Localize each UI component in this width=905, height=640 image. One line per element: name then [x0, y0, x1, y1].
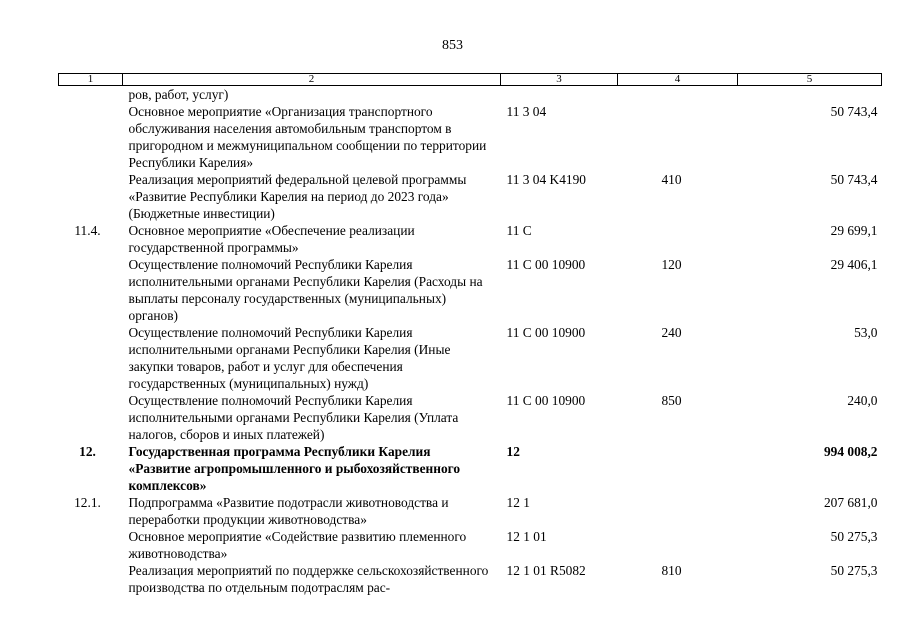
column-header-3: 3 [501, 74, 618, 86]
row-sum [738, 86, 882, 104]
row-number [59, 171, 123, 222]
row-name: ров, работ, услуг) [128, 87, 229, 102]
column-header-5: 5 [738, 74, 882, 86]
row-sum: 29 406,1 [830, 257, 878, 272]
table-row [59, 443, 882, 494]
table-row [59, 256, 882, 324]
row-code: 11 С 00 10900 [506, 325, 586, 340]
row-expense-type [618, 528, 738, 562]
row-expense-type [618, 494, 738, 528]
row-sum: 994 008,2 [823, 444, 878, 459]
row-sum: 240,0 [847, 393, 878, 408]
table-row [59, 494, 882, 528]
row-sum: 50 743,4 [830, 172, 878, 187]
table-row [59, 222, 882, 256]
table-header [59, 74, 882, 86]
row-expense-type [618, 443, 738, 494]
row-code: 11 С 00 10900 [506, 393, 586, 408]
row-code: 11 С [506, 223, 532, 238]
row-sum: 50 275,3 [830, 563, 878, 578]
row-expense-type: 850 [661, 393, 682, 408]
header-row [59, 74, 882, 86]
table-row [59, 562, 882, 596]
row-expense-type: 810 [661, 563, 682, 578]
page-number: 853 [442, 38, 463, 53]
column-header-1: 1 [59, 74, 123, 86]
table-row [59, 86, 882, 104]
row-expense-type: 240 [661, 325, 682, 340]
row-number: 11.4. [74, 223, 101, 238]
row-name: Государственная программа Республики Карелия «Развитие агропромышленного и рыбохозяйственного комплексов» [128, 444, 461, 493]
row-number [59, 392, 123, 443]
table-row [59, 103, 882, 171]
row-name: Осуществление полномочий Республики Карелия исполнительными органами Республики Карелия (Уплата налогов, сборов и иных платежей) [128, 393, 459, 442]
row-number: 12. [79, 444, 96, 459]
row-number [59, 103, 123, 171]
row-number [59, 562, 123, 596]
row-code: 12 1 [506, 495, 530, 510]
row-name: Основное мероприятие «Содействие развитию племенного животноводства» [128, 529, 467, 561]
row-sum: 207 681,0 [823, 495, 878, 510]
row-number [59, 256, 123, 324]
row-sum: 53,0 [854, 325, 878, 340]
row-code: 11 3 04 K4190 [506, 172, 586, 187]
table-row [59, 324, 882, 392]
row-code: 11 С 00 10900 [506, 257, 586, 272]
row-expense-type: 120 [661, 257, 682, 272]
row-code: 12 1 01 R5082 [506, 563, 586, 578]
row-name: Реализация мероприятий по поддержке сельскохозяйственного производства по отдельным подотраслям рас- [128, 563, 489, 595]
row-name: Осуществление полномочий Республики Карелия исполнительными органами Республики Карелия (Иные закупки товаров, работ и услуг для обеспечения государственных (муниципальных) нужд) [128, 325, 451, 391]
row-sum: 50 275,3 [830, 529, 878, 544]
row-name: Осуществление полномочий Республики Карелия исполнительными органами Республики Карелия (Расходы на выплаты персоналу государственных (муниципальных) органов) [128, 257, 483, 323]
row-name: Подпрограмма «Развитие подотрасли животноводства и переработки продукции животноводства» [128, 495, 449, 527]
row-code: 11 3 04 [506, 104, 547, 119]
row-expense-type: 410 [661, 172, 682, 187]
row-code: 12 1 01 [506, 529, 547, 544]
row-name: Реализация мероприятий федеральной целевой программы «Развитие Республики Карелия на период до 2023 года» (Бюджетные инвестиции) [128, 172, 467, 221]
row-name: Основное мероприятие «Обеспечение реализации государственной программы» [128, 223, 415, 255]
row-name: Основное мероприятие «Организация транспортного обслуживания населения автомобильным транспортом в пригородном и межмуниципальном сообщении по территории Республики Карелия» [128, 104, 487, 170]
row-expense-type [618, 103, 738, 171]
row-code [501, 86, 618, 104]
row-number: 12.1. [74, 495, 101, 510]
table-row [59, 528, 882, 562]
row-number [59, 528, 123, 562]
row-expense-type [618, 86, 738, 104]
column-header-4: 4 [618, 74, 738, 86]
row-sum: 29 699,1 [830, 223, 878, 238]
column-header-2: 2 [123, 74, 501, 86]
row-number [59, 86, 123, 104]
row-expense-type [618, 222, 738, 256]
table-row [59, 171, 882, 222]
table-row [59, 392, 882, 443]
row-code: 12 [506, 444, 520, 459]
row-number [59, 324, 123, 392]
row-sum: 50 743,4 [830, 104, 878, 119]
table-body [59, 86, 882, 597]
budget-table [58, 73, 882, 596]
